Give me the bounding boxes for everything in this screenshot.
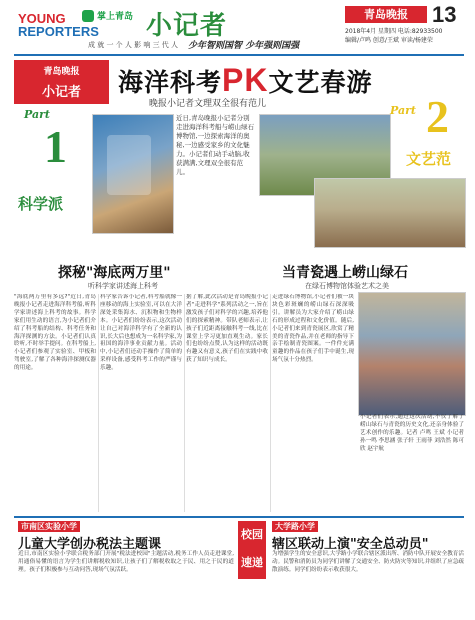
article-column-2: 科学家告诉小记者,科考船就像一座移动的海上实验室,可以在大洋深处采集海水、沉积物和生物样本。小记者们纷纷表示,这次活动让自己对海洋科学有了全新的认识,长大后也想成为一名科学家,为祖国的海洋事业贡献力量。活动中,小记者们还动手操作了简单的采样设备,感受科考工作的严谨与乐趣。 [100,294,182,372]
photo-highlight [107,135,151,195]
headline-pk: PK [222,62,269,98]
part2-label: Part [390,104,416,117]
feature-intro: 近日,青岛晚报小记者分别走进海洋科考船与崂山绿石博物馆,一边探索海洋的奥秘,一边感受家乡的文化魅力。小记者们动手动脑,收获满满,文理双全很有范儿。 [176,114,254,176]
bottom-left-tag: 市南区实验小学 [18,521,80,532]
special-badge [14,60,109,104]
part1-title: 科学派 [18,195,64,213]
slogan-right: 少年智则国智 少年强则国强 [188,41,300,51]
feature-subheadline: 晚报小记者文理双全很有范儿 [149,99,267,109]
article-column-5: 小记者们表示,通过这次活动,不仅了解了崂山绿石与青瓷的历史文化,还亲身体验了艺术创作的乐趣。记者 卢鸣 王斌 小记者 孙一鸣 李思涵 张子轩 王雨菲 刘浩然 陈可欣 赵宇航 [360,414,464,452]
brand-line2: REPORTERS [18,24,99,39]
part1-number: 1 [44,121,67,172]
campus-tag: 校园速递 [238,521,266,579]
app-icon [82,10,94,22]
badge-line1: 青岛晚报 [43,67,80,77]
column-title: 小记者 [146,11,228,41]
headline-left: 海洋科考 [118,68,223,97]
editor-line: 编辑/卢鸣 创意/王斌 审读/杨建荣 [345,37,433,44]
header-divider [14,54,464,56]
column-divider [184,294,185,512]
brand-line1: YOUNG [18,11,66,26]
feature-headline [118,62,378,99]
article-column-4: 走进绿石博物馆,小记者们被一块块色彩斑斓的崂山绿石深深吸引。讲解员为大家介绍了崂山绿石的形成过程和文化价值。随后,小记者们来到青瓷展区,欣赏了精美的青瓷作品,并在老师的指导下亲手绘制青瓷图案。一件件充满童趣的作品在孩子们手中诞生,现场气氛十分热烈。 [272,294,354,364]
left-section-heading: 探秘"海底两万里" [58,265,171,281]
class-photo [358,292,466,416]
article-column-3: 据了解,此次活动是青岛晚报小记者"走进科学"系列活动之一,旨在激发孩子们对科学的兴趣,培养他们的探索精神。带队老师表示,让孩子们近距离接触科考一线,比在课堂上学习更加直观生动。家长们也纷纷点赞,认为这样的活动既有趣又有意义,孩子们在实践中收获了知识与成长。 [186,294,268,364]
slogan-left: 成 就 一 个 人 影 响 三 代 人 [88,41,179,49]
bottom-left-heading: 儿童大学创办税法主题课 [18,537,162,552]
part2-number: 2 [426,91,449,142]
app-name: 掌上青岛 [97,12,134,22]
right-section-heading: 当青瓷遇上崂山绿石 [282,265,408,281]
bottom-right-heading: 辖区联动上演"安全总动员" [272,537,429,552]
part1-label: Part [24,108,50,121]
page-header [0,0,475,56]
science-photo [92,114,174,234]
left-section-sub: 听科学家讲述海上科考 [88,282,158,290]
bottom-right-tag: 大学路小学 [272,521,318,532]
bottom-divider [14,516,464,518]
column-divider [98,294,99,512]
page-number: 13 [432,2,457,27]
paper-name: 青岛晚报 [345,6,427,23]
feature-section [14,60,464,260]
headline-right: 文艺春游 [268,68,373,97]
bottom-right-text: 为增强学生的安全意识,大学路小学联合辖区派出所、消防中队开展安全教育活动。民警和消防员为同学们讲解了交通安全、防火防灾等知识,并组织了应急疏散演练。同学们纷纷表示收获很大。 [272,551,464,573]
bottom-left-text: 近日,市南区实验小学联合税务部门开展"税法进校园"主题活动,税务工作人员走进课堂,用通俗易懂的语言为学生们讲解税收知识,让孩子们了解税收取之于民、用之于民的道理。孩子们积极参与互动问答,现场气氛活跃。 [18,551,234,573]
date-line: 2018年4月 星期四 电话:82933500 [345,28,443,35]
part2-marker [386,90,464,200]
part1-marker [16,108,90,216]
column-divider [270,294,271,512]
badge-line2: 小记者 [41,85,81,100]
right-section-sub: 在绿石博物馆体验艺术之美 [305,282,389,290]
part2-title: 文艺范 [406,150,452,168]
article-column-1: "海底两万里有多远?"近日,青岛晚报小记者走进海洋科考船,听科学家讲述海上科考的故事。科学家们用生动的语言,为小记者们介绍了科考船的结构、科考任务和海洋探测的方法。小记者们认真聆听,不时举手提问。在科考船上,小记者们参观了实验室、甲板和驾驶室,了解了各种海洋探测仪器的用途。 [14,294,96,372]
